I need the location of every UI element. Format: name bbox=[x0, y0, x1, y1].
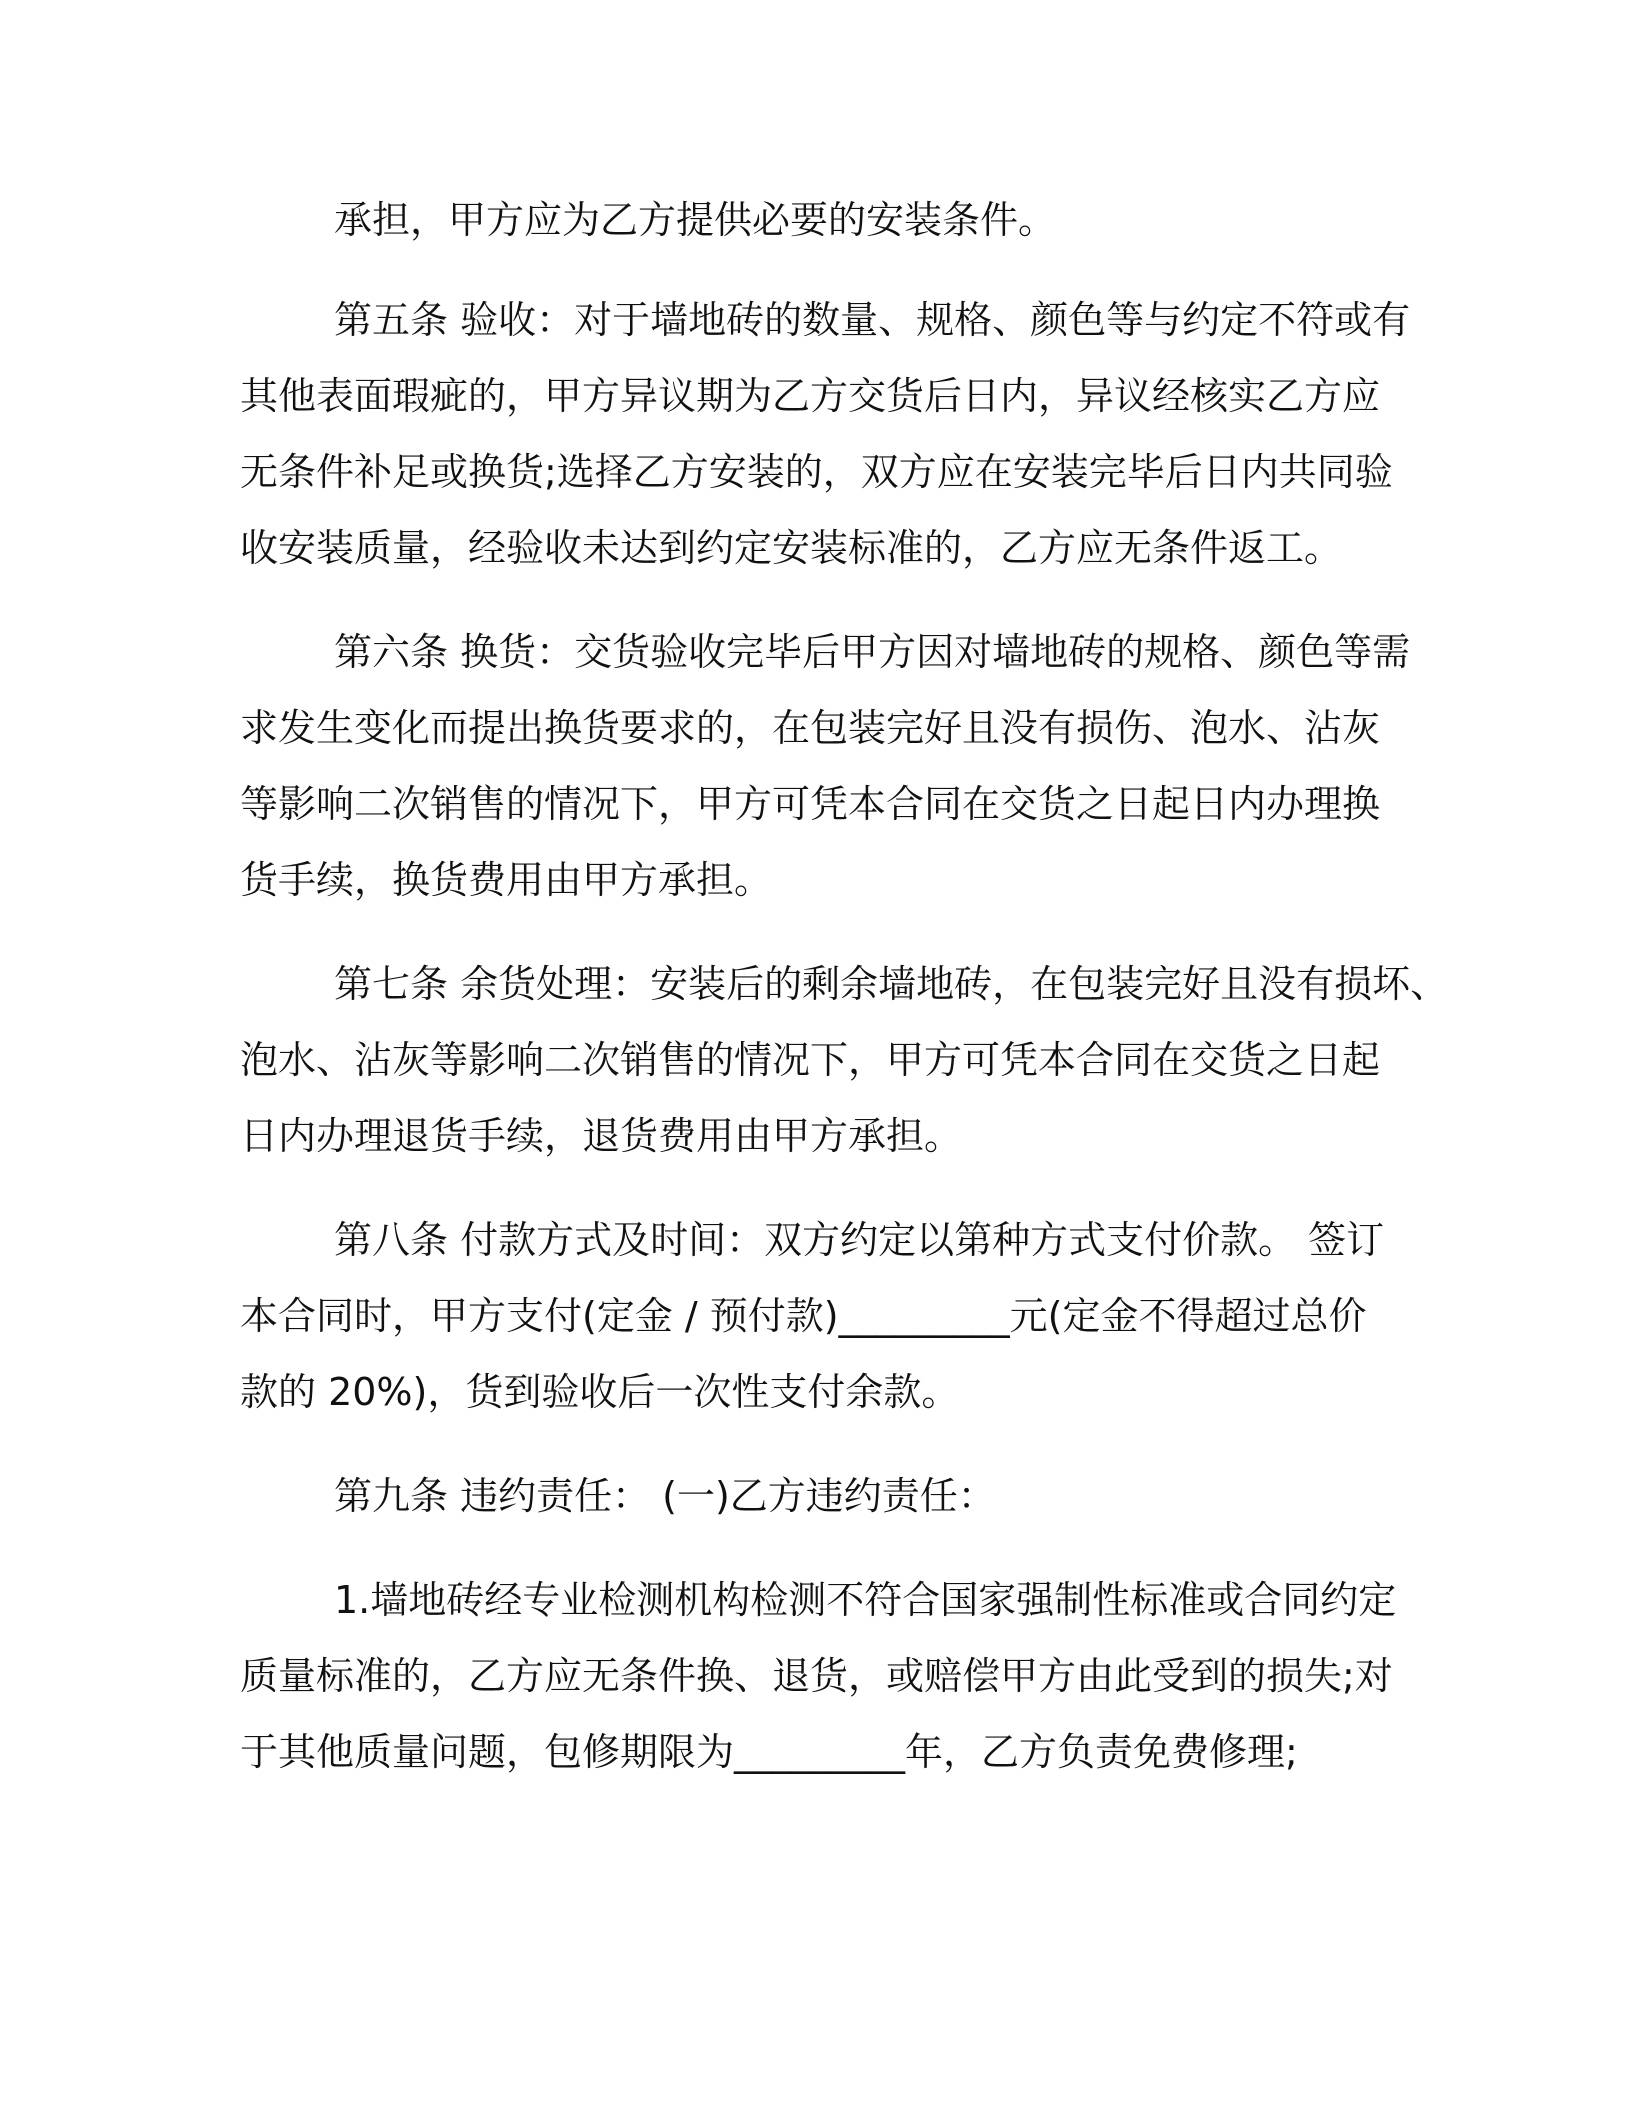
article-6-heading-line: 第六条 换货：交货验收完毕后甲方因对墙地砖的规格、颜色等需 bbox=[334, 630, 1411, 674]
clause-1-line: 1.墙地砖经专业检测机构检测不符合国家强制性标准或合同约定 bbox=[334, 1578, 1397, 1622]
article-8-heading-line: 第八条 付款方式及时间：双方约定以第种方式支付价款。 签订 bbox=[334, 1218, 1385, 1262]
text-line: 求发生变化而提出换货要求的，在包装完好且没有损伤、泡水、沾灰 bbox=[240, 706, 1381, 750]
text-line: 质量标准的，乙方应无条件换、退货，或赔偿甲方由此受到的损失;对 bbox=[240, 1654, 1393, 1698]
text-line: 货手续，换货费用由甲方承担。 bbox=[240, 858, 773, 902]
article-5-heading-line: 第五条 验收：对于墙地砖的数量、规格、颜色等与约定不符或有 bbox=[334, 298, 1411, 342]
text-line: 收安装质量，经验收未达到约定安装标准的，乙方应无条件返工。 bbox=[240, 526, 1343, 570]
text-line: 于其他质量问题，包修期限为_________年，乙方负责免费修理; bbox=[240, 1730, 1298, 1774]
text-line: 款的 20%)，货到验收后一次性支付余款。 bbox=[240, 1370, 960, 1414]
article-7-heading-line: 第七条 余货处理：安装后的剩余墙地砖，在包装完好且没有损坏、 bbox=[334, 962, 1449, 1006]
text-line: 本合同时，甲方支付(定金 / 预付款)_________元(定金不得超过总价 bbox=[240, 1294, 1367, 1338]
text-line: 日内办理退货手续，退货费用由甲方承担。 bbox=[240, 1114, 963, 1158]
text-line: 承担，甲方应为乙方提供必要的安装条件。 bbox=[334, 198, 1057, 242]
article-9-heading-line: 第九条 违约责任： (一)乙方违约责任： bbox=[334, 1474, 996, 1518]
text-line: 其他表面瑕疵的，甲方异议期为乙方交货后日内，异议经核实乙方应 bbox=[240, 374, 1381, 418]
text-line: 等影响二次销售的情况下，甲方可凭本合同在交货之日起日内办理换 bbox=[240, 782, 1381, 826]
text-line: 泡水、沾灰等影响二次销售的情况下，甲方可凭本合同在交货之日起 bbox=[240, 1038, 1381, 1082]
text-line: 无条件补足或换货;选择乙方安装的，双方应在安装完毕后日内共同验 bbox=[240, 450, 1393, 494]
